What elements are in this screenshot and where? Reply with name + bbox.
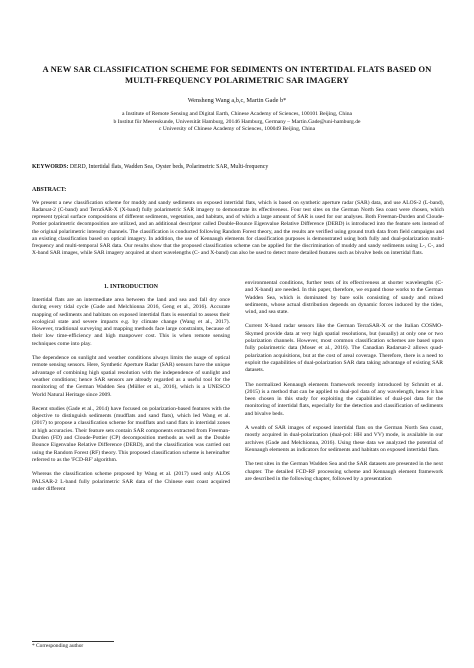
authors-text: Wensheng Wang a,b,c, Martin Gade b* xyxy=(187,97,287,104)
paragraph: Intertidal flats are an intermediate area between the land and sea and fall dry once during every tidal cycle (Gade and Melchionna 2016, Geng et al., 2016). Accurate mapping of sediments and habitats on exposed intertidal flats is essential to assess their ecological state and severe impacts e.g. by climate change (Wang et al., 2017). However, traditional surveying and mapping methods face large constraints, because of their low time-efficiency and high manpower cost. This is when remote sensing techniques come into play. xyxy=(32,297,230,347)
section-heading-introduction: 1. INTRODUCTION xyxy=(103,284,158,290)
paragraph: Recent studies (Gade et al., 2014) have focused on polarization-based features with the objective to distinguish sediments (mudflats and sand flats), which led Wang et al. (2017) to propose a classification scheme for mudflats and sand flats in intertidal zones at high accuracies. Their feature sets contain SAR components extracted from Freeman-Durden (FD) and Cloude-Pottier (CP) decomposition methods as well as the Double Bounce Eigenvalue Relative Difference (DERD), and the classification was carried out using the Random Forest (RF) theory. This proposed classification scheme is hereinafter referred to as the 'FCD-RF' algorithm. xyxy=(32,405,230,463)
right-column xyxy=(245,280,443,490)
paragraph: The normalized Kennaugh elements framework recently introduced by Schmitt et al. (2015) is a method that can be applied to dual-pol data of any wavelength, hence it has been chosen in this study for exploiting the capabilities of dual-pol data for the monitoring of intertidal flats, especially for the detection and classification of sediments and bivalve beds. xyxy=(245,381,443,417)
affiliation-a: a Institute of Remote Sensing and Digital Earth, Chinese Academy of Sciences, 100101 Beijing, China xyxy=(121,111,353,117)
keywords-label: KEYWORDS: xyxy=(32,164,69,170)
keywords-text: DERD, Intertidal flats, Wadden Sea, Oyster beds, Polarimetric SAR, Multi-frequency xyxy=(69,164,269,170)
paragraph: Whereas the classification scheme proposed by Wang et al. (2017) used only ALOS PALSAR-2 L-band fully polarimetric SAR data of the Chinese east coast acquired under different xyxy=(32,471,230,492)
author-list xyxy=(30,97,444,105)
paragraph: The dependence on sunlight and weather conditions always limits the usage of optical remote sensing sensors. Here, Synthetic Aperture Radar (SAR) sensors have the unique advantage of combining high spatial resolution with the independence of sunlight and weather conditions; hence SAR sensors are already regarded as a useful tool for the monitoring of the German Wadden Sea (Müller et al., 2016), which is a UNESCO World Natural Heritage since 2009. xyxy=(32,355,230,398)
paragraph: The test sites in the German Wadden Sea and the SAR datasets are presented in the next chapter. The detailed FCD-RF processing scheme and Kennaugh element framework are described in the following chapter, followed by a presentation xyxy=(245,461,443,482)
footnote: * Corresponding author xyxy=(32,643,84,649)
keywords xyxy=(32,163,444,171)
paper-title: A NEW SAR CLASSIFICATION SCHEME FOR SEDIMENTS ON INTERTIDAL FLATS BASED ON MULTI-FREQUENCY POLARIMETRIC SAR IMAGERY xyxy=(42,64,432,85)
left-column xyxy=(32,280,230,500)
paragraph: Current X-band radar sensors like the German TerraSAR-X or the Italian COSMO-Skymed provide data at very high spatial resolutions, but (usually) at only one or two polarization channels. However, most common classification schemes are based upon fully polarimetric data (Moser et al., 2016). The Canadian Radarsat-2 allows quad-polarization acquisitions, but at the cost of areal coverage. Therefore, there is a need to exploit the capabilities of dual-polarization SAR data taking advantage of existing SAR datasets. xyxy=(245,323,443,374)
affiliation-b: b Institut für Meereskunde, Universität Hamburg, 20146 Hamburg, Germany – Martin.Gade@uni-hamburg.de xyxy=(113,118,361,125)
paragraph: environmental conditions, further tests of its effectiveness at shorter wavelengths (C- and X-band) are needed. In this paper, therefore, we expand those works to the German Wadden Sea, which is dominated by bare soils consisting of sandy and mixed sediments, whose actual distribution depends on dynamic forces induced by the tides, wind, and sea state. xyxy=(245,280,443,316)
paragraph: A wealth of SAR images of exposed intertidal flats on the German North Sea coast, mostly acquired in dual-polarization (dual-pol: HH and VV) mode, is available in our archives (Gade and Melchionna, 2016). Using these data we analyzed the potential of Kennaugh elements as indicators for sediments and habitats on exposed intertidal flats. xyxy=(245,425,443,453)
abstract-heading: ABSTRACT: xyxy=(32,187,67,193)
abstract-text: We present a new classification scheme for muddy and sandy sediments on exposed intertidal flats, which is based on synthetic aperture radar (SAR) data, and use ALOS-2 (L-band), Radarsat-2 (C-band) and TerraSAR-X (X-band) fully polarimetric SAR imagery to demonstrate its effectiveness. Four test sites on the German North Sea coast were chosen, which represent typical surface compositions of different sediments, vegetation, and habitats, and of which a large amount of SAR is used for our analyses. Both Freeman-Durden and Cloude-Pottier polarimetric decomposition are utilized, and an additional descriptor called Double-Bounce Eigenvalue Relative Difference (DERD) is introduced into the feature sets instead of the original polarimetric intensity channels. The classification is conducted following Random Forest theory, and the results are verified using ground truth data from field campaigns and an existing classification based on optical imagery. In addition, the use of Kennaugh elements for classification purposes is demonstrated using both fully and dual-polarization multi-frequency and multi-temporal SAR data. Our results show that the proposed classification scheme can be applied for the discrimination of muddy and sandy sediments using L-, C-, and X-band SAR images, while SAR imagery acquired at short wavelengths (C- and X-band) can also be used to detect more detailed features such as bivalve beds on intertidal flats. xyxy=(32,200,444,257)
affiliations xyxy=(30,111,444,134)
footnote-divider xyxy=(32,641,114,642)
affiliation-c: c University of Chinese Academy of Sciences, 100049 Beijing, China xyxy=(158,126,316,133)
